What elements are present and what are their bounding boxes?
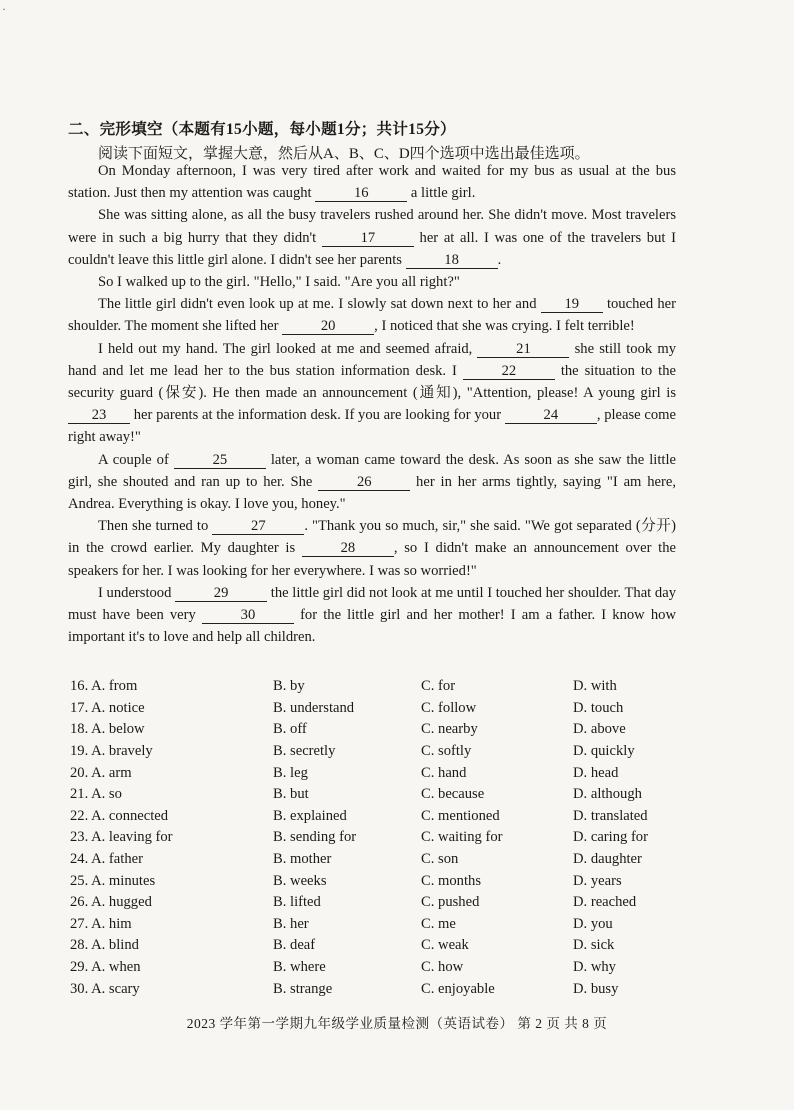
paragraph-8: I understood 29 the little girl did not look at me until I touched her shoulder. That day must have been very 30 for the little girl and her mother! I am a father. I know how important it's to love and help all children. [68,584,676,646]
cloze-passage [68,160,676,648]
page-footer: 2023 学年第一学期九年级学业质量检测（英语试卷） 第 2 页 共 8 页 [186,1016,608,1031]
option-d: D. caring for [573,829,648,846]
option-a: 29. A. when [70,959,141,976]
blank-30: 30 [202,607,294,624]
option-d: D. translated [573,807,648,824]
option-b: B. secretly [273,743,336,760]
blank-21: 21 [477,341,569,358]
option-a: 27. A. him [70,915,132,932]
option-b: B. where [273,959,326,976]
option-c: C. how [421,959,464,976]
option-a: 26. A. hugged [70,894,152,911]
blank-17: 17 [322,230,414,247]
option-d: D. you [573,915,613,932]
option-b: B. mother [273,851,332,868]
option-c: C. softly [421,743,472,760]
option-a: 24. A. father [70,851,143,868]
option-c: C. waiting for [421,829,503,846]
paragraph-6: A couple of 25 later, a woman came toward the desk. As soon as she saw the little girl, she shouted and ran up to her. She 26 her in her arms tightly, saying "I am here, Andrea. Everything is okay. I love you, honey." [68,451,676,513]
option-a: 23. A. leaving for [70,829,173,846]
option-d: D. head [573,764,619,781]
option-a: 30. A. scary [70,980,140,997]
option-row-17 [70,698,690,720]
blank-25: 25 [174,452,266,469]
option-b: B. her [273,915,309,932]
paragraph-7: Then she turned to 27 . "Thank you so much, sir," she said. "We got separated (分开) in the crowd earlier. My daughter is 28 , so I didn't make an announcement over the speakers for her. I was looking for her everywhere. I was so worried!" [68,518,676,579]
option-d: D. busy [573,980,619,997]
blank-23: 23 [68,407,130,424]
option-b: B. leg [273,764,308,781]
option-b: B. strange [273,980,333,997]
option-d: D. above [573,721,626,738]
paragraph-1: On Monday afternoon, I was very tired after work and waited for my bus as usual at the bus station. Just then my attention was caught 16 a little girl. [68,163,676,202]
option-d: D. years [573,872,622,889]
option-row-24 [70,849,690,871]
blank-24: 24 [505,407,597,424]
option-b: B. but [273,786,309,803]
blank-22: 22 [463,363,555,380]
option-row-16 [70,676,690,698]
option-d: D. touch [573,699,624,716]
option-row-23 [70,827,690,849]
option-row-25 [70,870,690,892]
option-c: C. pushed [421,894,480,911]
option-b: B. by [273,678,305,695]
option-c: C. hand [421,764,467,781]
section-title: 二、完形填空（本题有15小题，每小题1分；共计15分） [68,121,456,138]
corner-mark: · [2,2,6,16]
instructions: 阅读下面短文，掌握大意，然后从A、B、C、D四个选项中选出最佳选项。 [98,146,590,162]
option-d: D. although [573,786,642,803]
blank-18: 18 [406,252,498,269]
option-c: C. for [421,678,456,695]
option-c: C. follow [421,699,477,716]
option-row-28 [70,935,690,957]
option-d: D. quickly [573,743,635,760]
option-c: C. me [421,915,456,932]
option-row-18 [70,719,690,741]
paragraph-4: The little girl didn't even look up at me. I slowly sat down next to her and 19 touched her shoulder. The moment she lifted her 20 , I noticed that she was crying. I felt terrible! [68,296,676,335]
answer-options [70,676,690,1000]
option-a: 25. A. minutes [70,872,156,889]
option-c: C. months [421,872,482,889]
option-row-19 [70,741,690,763]
option-row-22 [70,806,690,828]
option-d: D. daughter [573,851,642,868]
paragraph-2: She was sitting alone, as all the busy travelers rushed around her. She didn't move. Most travelers were in such a big hurry that they didn't 17 her at all. I was one of the travelers but I couldn't leave this little girl alone. I didn't see her parents 18 . [68,207,676,268]
option-row-20 [70,762,690,784]
option-c: C. enjoyable [421,980,495,997]
option-b: B. off [273,721,307,738]
option-b: B. deaf [273,937,316,954]
option-c: C. weak [421,937,469,954]
blank-19: 19 [541,296,603,313]
option-a: 17. A. notice [70,699,145,716]
option-b: B. sending for [273,829,357,846]
option-row-26 [70,892,690,914]
option-a: 16. A. from [70,678,138,695]
blank-16: 16 [315,185,407,202]
option-b: B. weeks [273,872,327,889]
option-row-27 [70,914,690,936]
paragraph-5: I held out my hand. The girl looked at me and seemed afraid, 21 she still took my hand and let me lead her to the bus station information desk. I 22 the situation to the security guard (保安). He then made an announcement (通知), "Attention, please! A young girl is 23 her parents at the information desk. If you are looking for your 24 , please come right away!" [68,340,677,446]
option-d: D. why [573,959,616,976]
option-b: B. lifted [273,894,321,911]
option-b: B. understand [273,699,355,716]
blank-27: 27 [212,518,304,535]
option-a: 18. A. below [70,721,145,738]
option-a: 28. A. blind [70,937,139,954]
option-row-29 [70,957,690,979]
option-c: C. because [421,786,485,803]
option-d: D. reached [573,894,637,911]
option-d: D. sick [573,937,615,954]
option-c: C. nearby [421,721,478,738]
paragraph-3: So I walked up to the girl. "Hello," I said. "Are you all right?" [98,274,460,291]
option-row-21 [70,784,690,806]
option-c: C. son [421,851,459,868]
blank-26: 26 [318,474,410,491]
option-b: B. explained [273,807,347,824]
option-a: 22. A. connected [70,807,169,824]
option-a: 20. A. arm [70,764,132,781]
option-d: D. with [573,678,617,695]
option-row-30 [70,978,690,1000]
blank-29: 29 [175,585,267,602]
option-a: 21. A. so [70,786,122,803]
option-a: 19. A. bravely [70,743,153,760]
blank-20: 20 [282,318,374,335]
blank-28: 28 [302,540,394,557]
option-c: C. mentioned [421,807,500,824]
